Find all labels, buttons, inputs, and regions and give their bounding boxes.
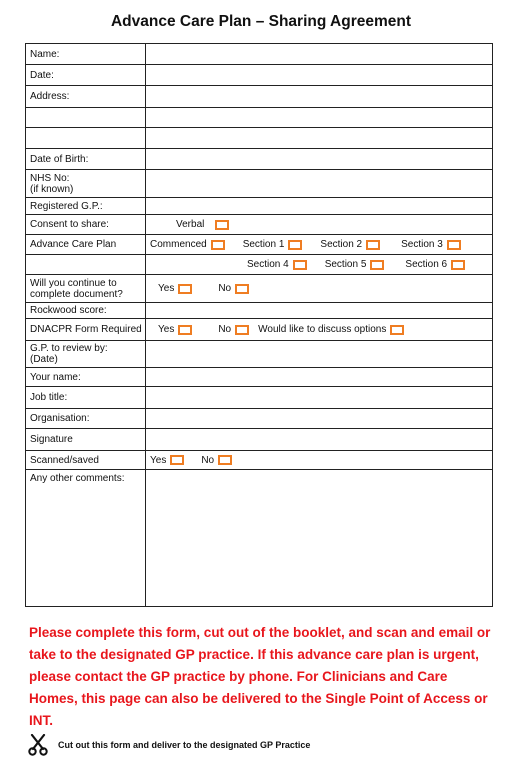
acp-blank-label	[26, 255, 146, 275]
dob-field[interactable]	[146, 149, 493, 170]
section5-label: Section 5	[324, 259, 367, 270]
nhs-label-line-1: NHS No:	[30, 172, 70, 184]
section3-label: Section 3	[401, 239, 443, 250]
acp-label: Advance Care Plan	[26, 235, 146, 255]
job-title-field[interactable]	[146, 387, 493, 409]
scanned-yes-label: Yes	[150, 454, 167, 466]
dob-label: Date of Birth:	[26, 149, 146, 170]
address-blank-label-2	[26, 128, 146, 149]
commenced-checkbox[interactable]	[211, 240, 225, 250]
discuss-checkbox[interactable]	[390, 325, 404, 335]
section6-checkbox[interactable]	[451, 260, 465, 270]
name-label: Name:	[26, 44, 146, 65]
form-title: Advance Care Plan – Sharing Agreement	[110, 13, 412, 30]
sharing-agreement-form	[25, 43, 493, 607]
verbal-label: Verbal	[176, 219, 205, 230]
consent-options	[146, 215, 493, 235]
section4-checkbox[interactable]	[293, 260, 307, 270]
continue-label	[26, 275, 146, 303]
organisation-label: Organisation:	[26, 409, 146, 429]
dnacpr-yes-checkbox[interactable]	[178, 325, 192, 335]
acp-options-row-1	[146, 235, 493, 255]
section3-checkbox[interactable]	[447, 240, 461, 250]
cut-instruction-line	[28, 734, 498, 756]
continue-yes-label: Yes	[158, 283, 175, 294]
section1-checkbox[interactable]	[288, 240, 302, 250]
cut-instruction-text: Cut out this form and deliver to the designated GP Practice	[58, 740, 311, 750]
section6-label: Section 6	[405, 259, 448, 270]
dnacpr-options	[146, 319, 493, 341]
nhs-label-line-2: (if known)	[30, 183, 74, 195]
continue-no-label: No	[218, 283, 232, 294]
your-name-field[interactable]	[146, 368, 493, 387]
verbal-checkbox[interactable]	[215, 220, 229, 230]
instructions-notice: Please complete this form, cut out of the booklet, and scan and email or take to the designated GP practice. If this advance care plan is urgent, please contact the GP practice by phone. For Clinicians and Care Homes, this page can also be delivered to the Single Point of Access or INT.	[29, 625, 491, 728]
scanned-options	[146, 451, 493, 470]
continue-no-checkbox[interactable]	[235, 284, 249, 294]
section4-label: Section 4	[247, 259, 289, 270]
scanned-label: Scanned/saved	[26, 451, 146, 470]
commenced-label: Commenced	[150, 239, 207, 250]
continue-label-line-2: complete document?	[30, 288, 123, 300]
section2-checkbox[interactable]	[366, 240, 380, 250]
gp-field[interactable]	[146, 198, 493, 215]
organisation-field[interactable]	[146, 409, 493, 429]
review-label-line-2: (Date)	[30, 354, 58, 365]
rockwood-field[interactable]	[146, 303, 493, 319]
scanned-no-checkbox[interactable]	[218, 455, 232, 465]
name-field[interactable]	[146, 44, 493, 65]
consent-label: Consent to share:	[26, 215, 146, 235]
acp-options-row-2	[146, 255, 493, 275]
dnacpr-label: DNACPR Form Required	[26, 319, 146, 341]
review-field[interactable]	[146, 341, 493, 368]
rockwood-label: Rockwood score:	[26, 303, 146, 319]
comments-label: Any other comments:	[26, 470, 146, 607]
nhs-label	[26, 170, 146, 198]
continue-label-line-1: Will you continue to	[30, 277, 117, 289]
review-label	[26, 341, 146, 368]
address-field-line-2[interactable]	[146, 108, 493, 128]
dnacpr-yes-label: Yes	[158, 324, 175, 335]
signature-label: Signature	[26, 429, 146, 451]
date-label: Date:	[26, 65, 146, 86]
scissors-icon	[28, 734, 48, 756]
discuss-label: Would like to discuss options	[258, 324, 387, 335]
continue-yes-checkbox[interactable]	[178, 284, 192, 294]
gp-label: Registered G.P.:	[26, 198, 146, 215]
dnacpr-no-label: No	[218, 324, 232, 335]
scanned-yes-checkbox[interactable]	[170, 455, 184, 465]
review-label-line-1: G.P. to review by:	[30, 343, 108, 354]
scanned-no-label: No	[201, 454, 215, 466]
job-title-label: Job title:	[26, 387, 146, 409]
section2-label: Section 2	[320, 239, 363, 250]
address-label: Address:	[26, 86, 146, 108]
address-blank-label	[26, 108, 146, 128]
section5-checkbox[interactable]	[370, 260, 384, 270]
your-name-label: Your name:	[26, 368, 146, 387]
dnacpr-no-checkbox[interactable]	[235, 325, 249, 335]
continue-options	[146, 275, 493, 303]
address-field-line-1[interactable]	[146, 86, 493, 108]
nhs-field[interactable]	[146, 170, 493, 198]
date-field[interactable]	[146, 65, 493, 86]
comments-field[interactable]	[146, 470, 493, 607]
address-field-line-3[interactable]	[146, 128, 493, 149]
signature-field[interactable]	[146, 429, 493, 451]
section1-label: Section 1	[242, 239, 285, 250]
